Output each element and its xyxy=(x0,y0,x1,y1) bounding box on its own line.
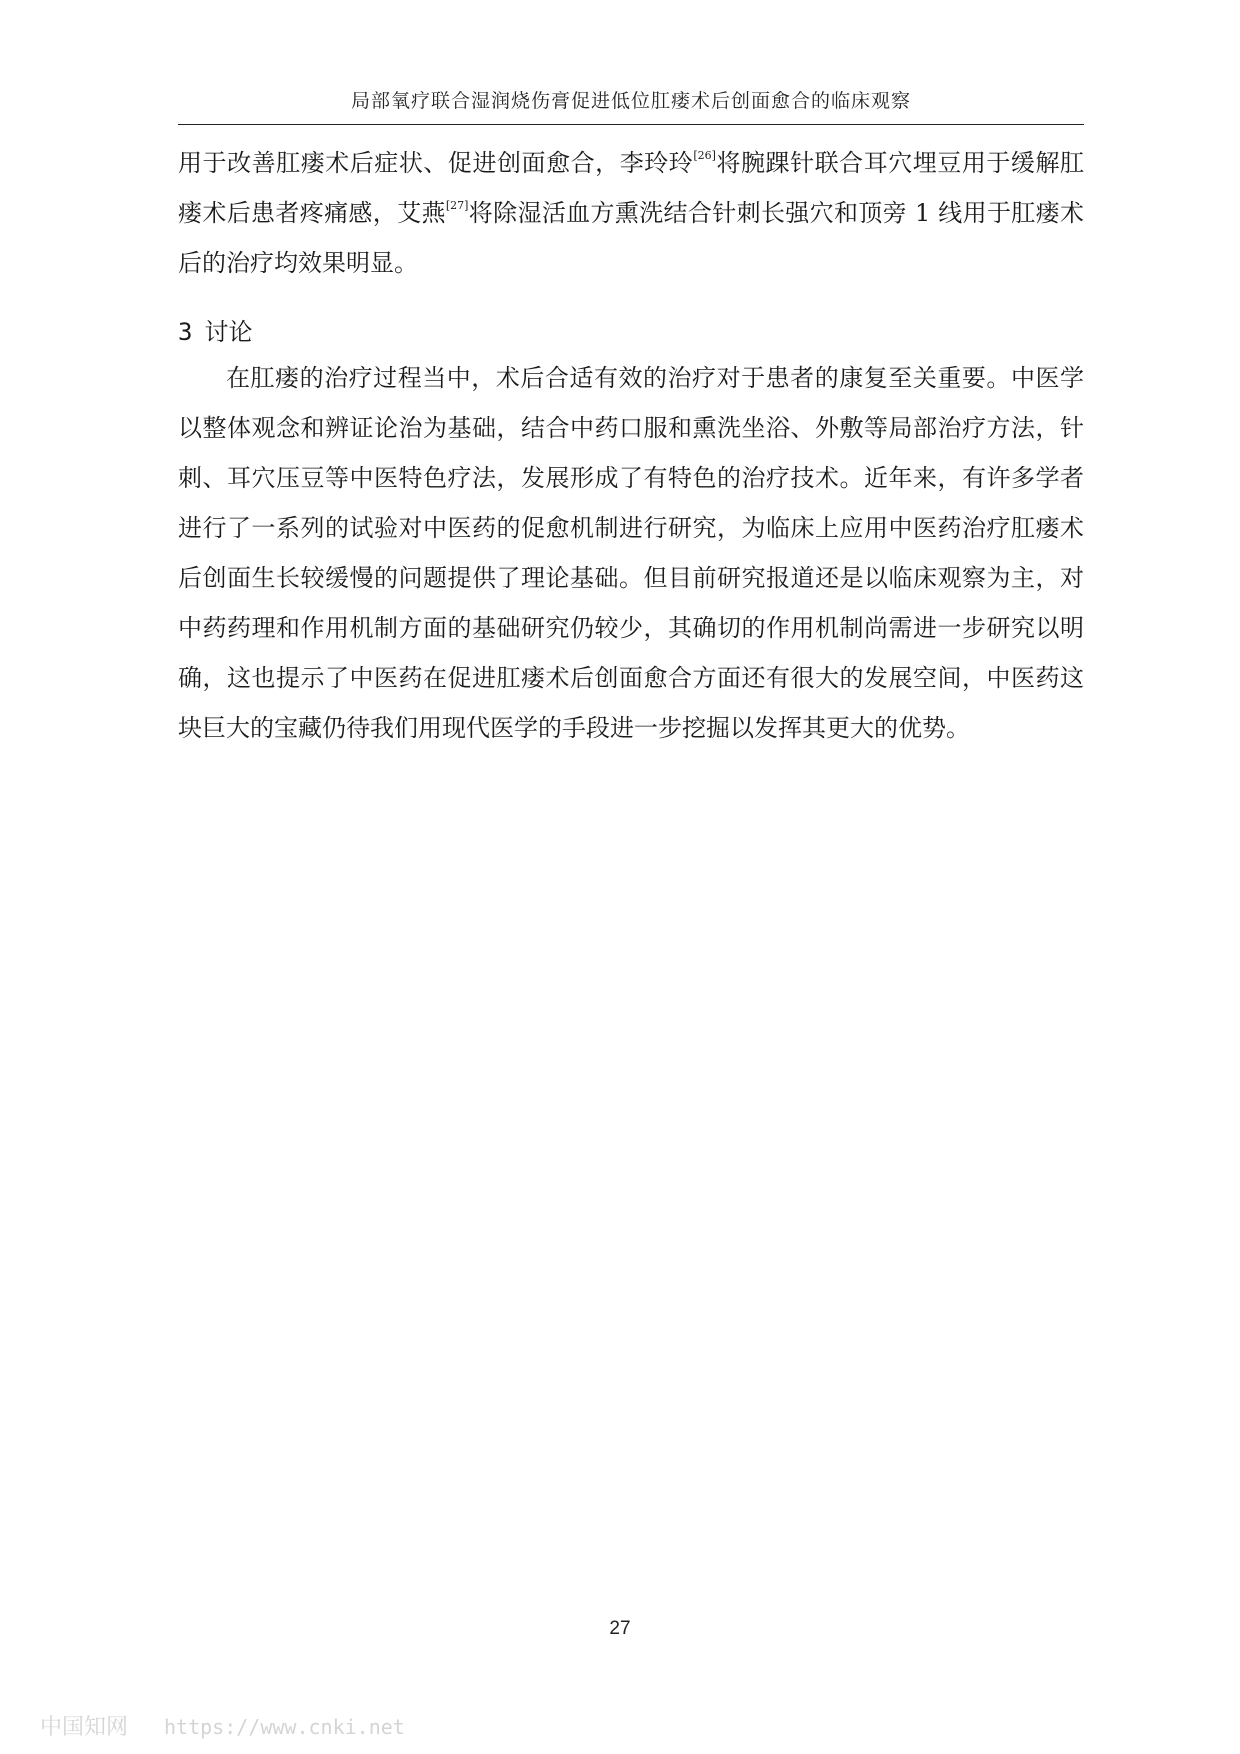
text-line: 后创面生长较缓慢的问题提供了理论基础。但目前研究报道还是以临床观察为主，对 xyxy=(178,564,1084,592)
text-line: 块巨大的宝藏仍待我们用现代医学的手段进一步挖掘以发挥其更大的优势。 xyxy=(178,714,970,742)
text-line: 确，这也提示了中医药在促进肛瘘术后创面愈合方面还有很大的发展空间，中医药这 xyxy=(178,664,1084,692)
text-line: 后的治疗均效果明显。 xyxy=(178,249,418,277)
citation-26[interactable]: [26] xyxy=(693,149,716,162)
page-number: 27 xyxy=(609,1618,631,1639)
text-line: 以整体观念和辨证论治为基础，结合中药口服和熏洗坐浴、外敷等局部治疗方法，针 xyxy=(178,414,1084,442)
text-line: 进行了一系列的试验对中医药的促愈机制进行研究，为临床上应用中医药治疗肛瘘术 xyxy=(178,514,1084,542)
text-line: 中药药理和作用机制方面的基础研究仍较少，其确切的作用机制尚需进一步研究以明 xyxy=(178,614,1084,642)
text-line: 刺、耳穴压豆等中医特色疗法，发展形成了有特色的治疗技术。近年来，有许多学者 xyxy=(178,464,1084,492)
text-line: 在肛瘘的治疗过程当中，术后合适有效的治疗对于患者的康复至关重要。中医学 xyxy=(226,364,1084,392)
header-rule xyxy=(178,124,1084,125)
watermark xyxy=(40,1710,405,1741)
text-line: 用于改善肛瘘术后症状、促进创面愈合，李玲玲[26]将腕踝针联合耳穴埋豆用于缓解肛 xyxy=(178,149,1085,177)
section-heading xyxy=(178,312,252,352)
text-line: 瘘术后患者疼痛感，艾燕[27]将除湿活血方熏洗结合针刺长强穴和顶旁 1 线用于肛瘘术 xyxy=(178,199,1084,227)
citation-27[interactable]: [27] xyxy=(445,199,469,212)
paragraph-continuation xyxy=(178,138,1084,288)
section-number: 3 xyxy=(178,318,193,346)
watermark-url[interactable]: https://www.cnki.net xyxy=(164,1715,405,1739)
section-title: 讨论 xyxy=(204,318,253,346)
paragraph-discussion xyxy=(178,353,1084,753)
watermark-brand: 中国知网 xyxy=(40,1715,129,1740)
running-header: 局部氧疗联合湿润烧伤膏促进低位肛瘘术后创面愈合的临床观察 xyxy=(350,90,911,112)
